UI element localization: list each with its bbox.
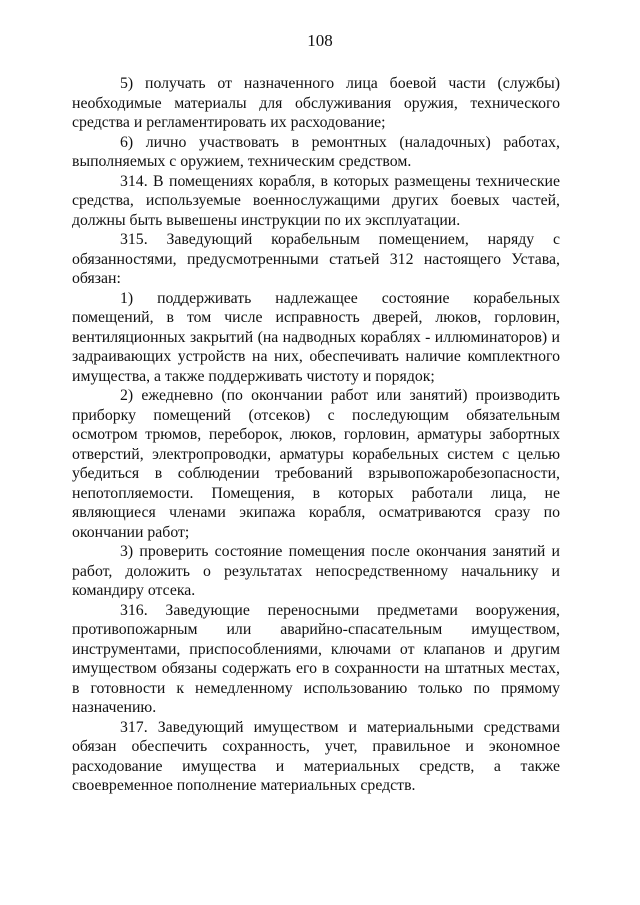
paragraph-item-2: 2) ежедневно (по окончании работ или занятий) производить приборку помещений (отсеков) с последующим обязательным осмотром трюмов, переборок, люков, горловин, арматуры забортных отверстий, электропроводки, арматуры корабельных систем с целью убедиться в соблюдении требований взрывопожаробезопасности, непотопляемости. Помещения, в которых работали лица, не являющиеся членами экипажа корабля, осматриваются сразу по окончании работ; — [72, 387, 560, 541]
paragraph-article-314: 314. В помещениях корабля, в которых размещены технические средства, используемые военнослужащими других боевых частей, должны быть вывешены инструкции по их эксплуатации. — [72, 172, 560, 229]
paragraph-article-315: 315. Заведующий корабельным помещением, наряду с обязанностями, предусмотренными статьей 312 настоящего Устава, обязан: — [72, 231, 560, 287]
page-number: 108 — [307, 31, 333, 50]
paragraph-item-5: 5) получать от назначенного лица боевой части (службы) необходимые материалы для обслуживания оружия, технического средства и регламентировать их расходование; — [72, 75, 560, 131]
document-body — [72, 74, 560, 796]
paragraph-item-1: 1) поддерживать надлежащее состояние корабельных помещений, в том числе исправность дверей, люков, горловин, вентиляционных закрытий (на надводных кораблях - иллюминаторов) и задраивающих устройств на них, обеспечивать наличие комплектного имущества, а также поддерживать чистоту и порядок; — [72, 289, 560, 385]
paragraph-article-317: 317. Заведующий имуществом и материальными средствами обязан обеспечить сохранность, учет, правильное и экономное расходование имущества и материальных средств, а также своевременное пополнение материальных средств. — [72, 718, 560, 794]
paragraph-item-6: 6) лично участвовать в ремонтных (наладочных) работах, выполняемых с оружием, техническим средством. — [72, 133, 560, 170]
paragraph-article-316: 316. Заведующие переносными предметами вооружения, противопожарным или аварийно-спасательным имуществом, инструментами, приспособлениями, ключами от клапанов и другим имуществом обязаны содержать его в сохранности на штатных местах, в готовности к немедленному использованию только по прямому назначению. — [72, 601, 560, 716]
paragraph-item-3: 3) проверить состояние помещения после окончания занятий и работ, доложить о результатах непосредственному начальнику и командиру отсека. — [72, 543, 560, 599]
